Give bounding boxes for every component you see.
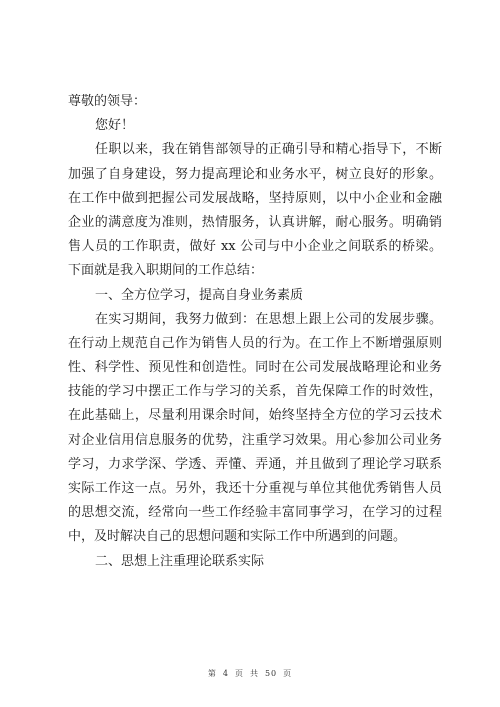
footer-page-unit: 页 [234, 669, 244, 678]
total-page-count: 50 [264, 669, 278, 678]
paragraph-line: 的思想交流，经常向一些工作经验丰富同事学习，在学习的过程 [68, 505, 442, 521]
paragraph-line: 任职以来，我在销售部领导的正确引导和精心指导下，不断 [95, 142, 442, 158]
paragraph-line: 加强了自身建设，努力提高理论和业务水平，树立良好的形象。 [68, 166, 442, 182]
document-body [68, 90, 442, 574]
page-footer [0, 668, 500, 679]
paragraph-line: 在实习期间，我努力做到：在思想上跟上公司的发展步骤。 [95, 311, 442, 327]
paragraph-line: 企业的满意度为准则，热情服务，认真讲解，耐心服务。明确销 [68, 214, 442, 230]
footer-prefix: 第 [207, 669, 217, 678]
paragraph-line: 在工作中做到把握公司发展战略，坚持原则，以中小企业和金融 [68, 190, 442, 206]
paragraph-line: 售人员的工作职责，做好 xx 公司与中小企业之间联系的桥梁。 [68, 239, 442, 255]
paragraph-line: 技能的学习中摆正工作与学习的关系，首先保障工作的时效性， [68, 384, 442, 400]
footer-total-label: 共 [249, 669, 259, 678]
paragraph-line: 学习，力求学深、学透、弄懂、弄通，并且做到了理论学习联系 [68, 456, 442, 472]
section-heading: 二、思想上注重理论联系实际 [95, 553, 265, 569]
current-page-number: 4 [222, 669, 229, 678]
paragraph-line: 中，及时解决自己的思想问题和实际工作中所遇到的问题。 [68, 529, 407, 545]
paragraph-line: 在行动上规范自己作为销售人员的行为。在工作上不断增强原则 [68, 335, 442, 351]
greeting: 您好！ [95, 118, 135, 134]
paragraph-line: 在此基础上，尽量利用课余时间，始终坚持全方位的学习云技术 [68, 408, 442, 424]
paragraph-line: 实际工作这一点。另外，我还十分重视与单位其他优秀销售人员 [68, 481, 442, 496]
paragraph-line: 对企业信用信息服务的优势，注重学习效果。用心参加公司业务 [68, 432, 442, 448]
paragraph-line: 性、科学性、预见性和创造性。同时在公司发展战略理论和业务 [68, 360, 442, 376]
salutation: 尊敬的领导： [68, 94, 147, 109]
paragraph-line: 下面就是我入职期间的工作总结： [68, 263, 264, 279]
footer-total-unit: 页 [283, 669, 293, 678]
section-heading: 一、全方位学习，提高自身业务素质 [95, 287, 304, 303]
